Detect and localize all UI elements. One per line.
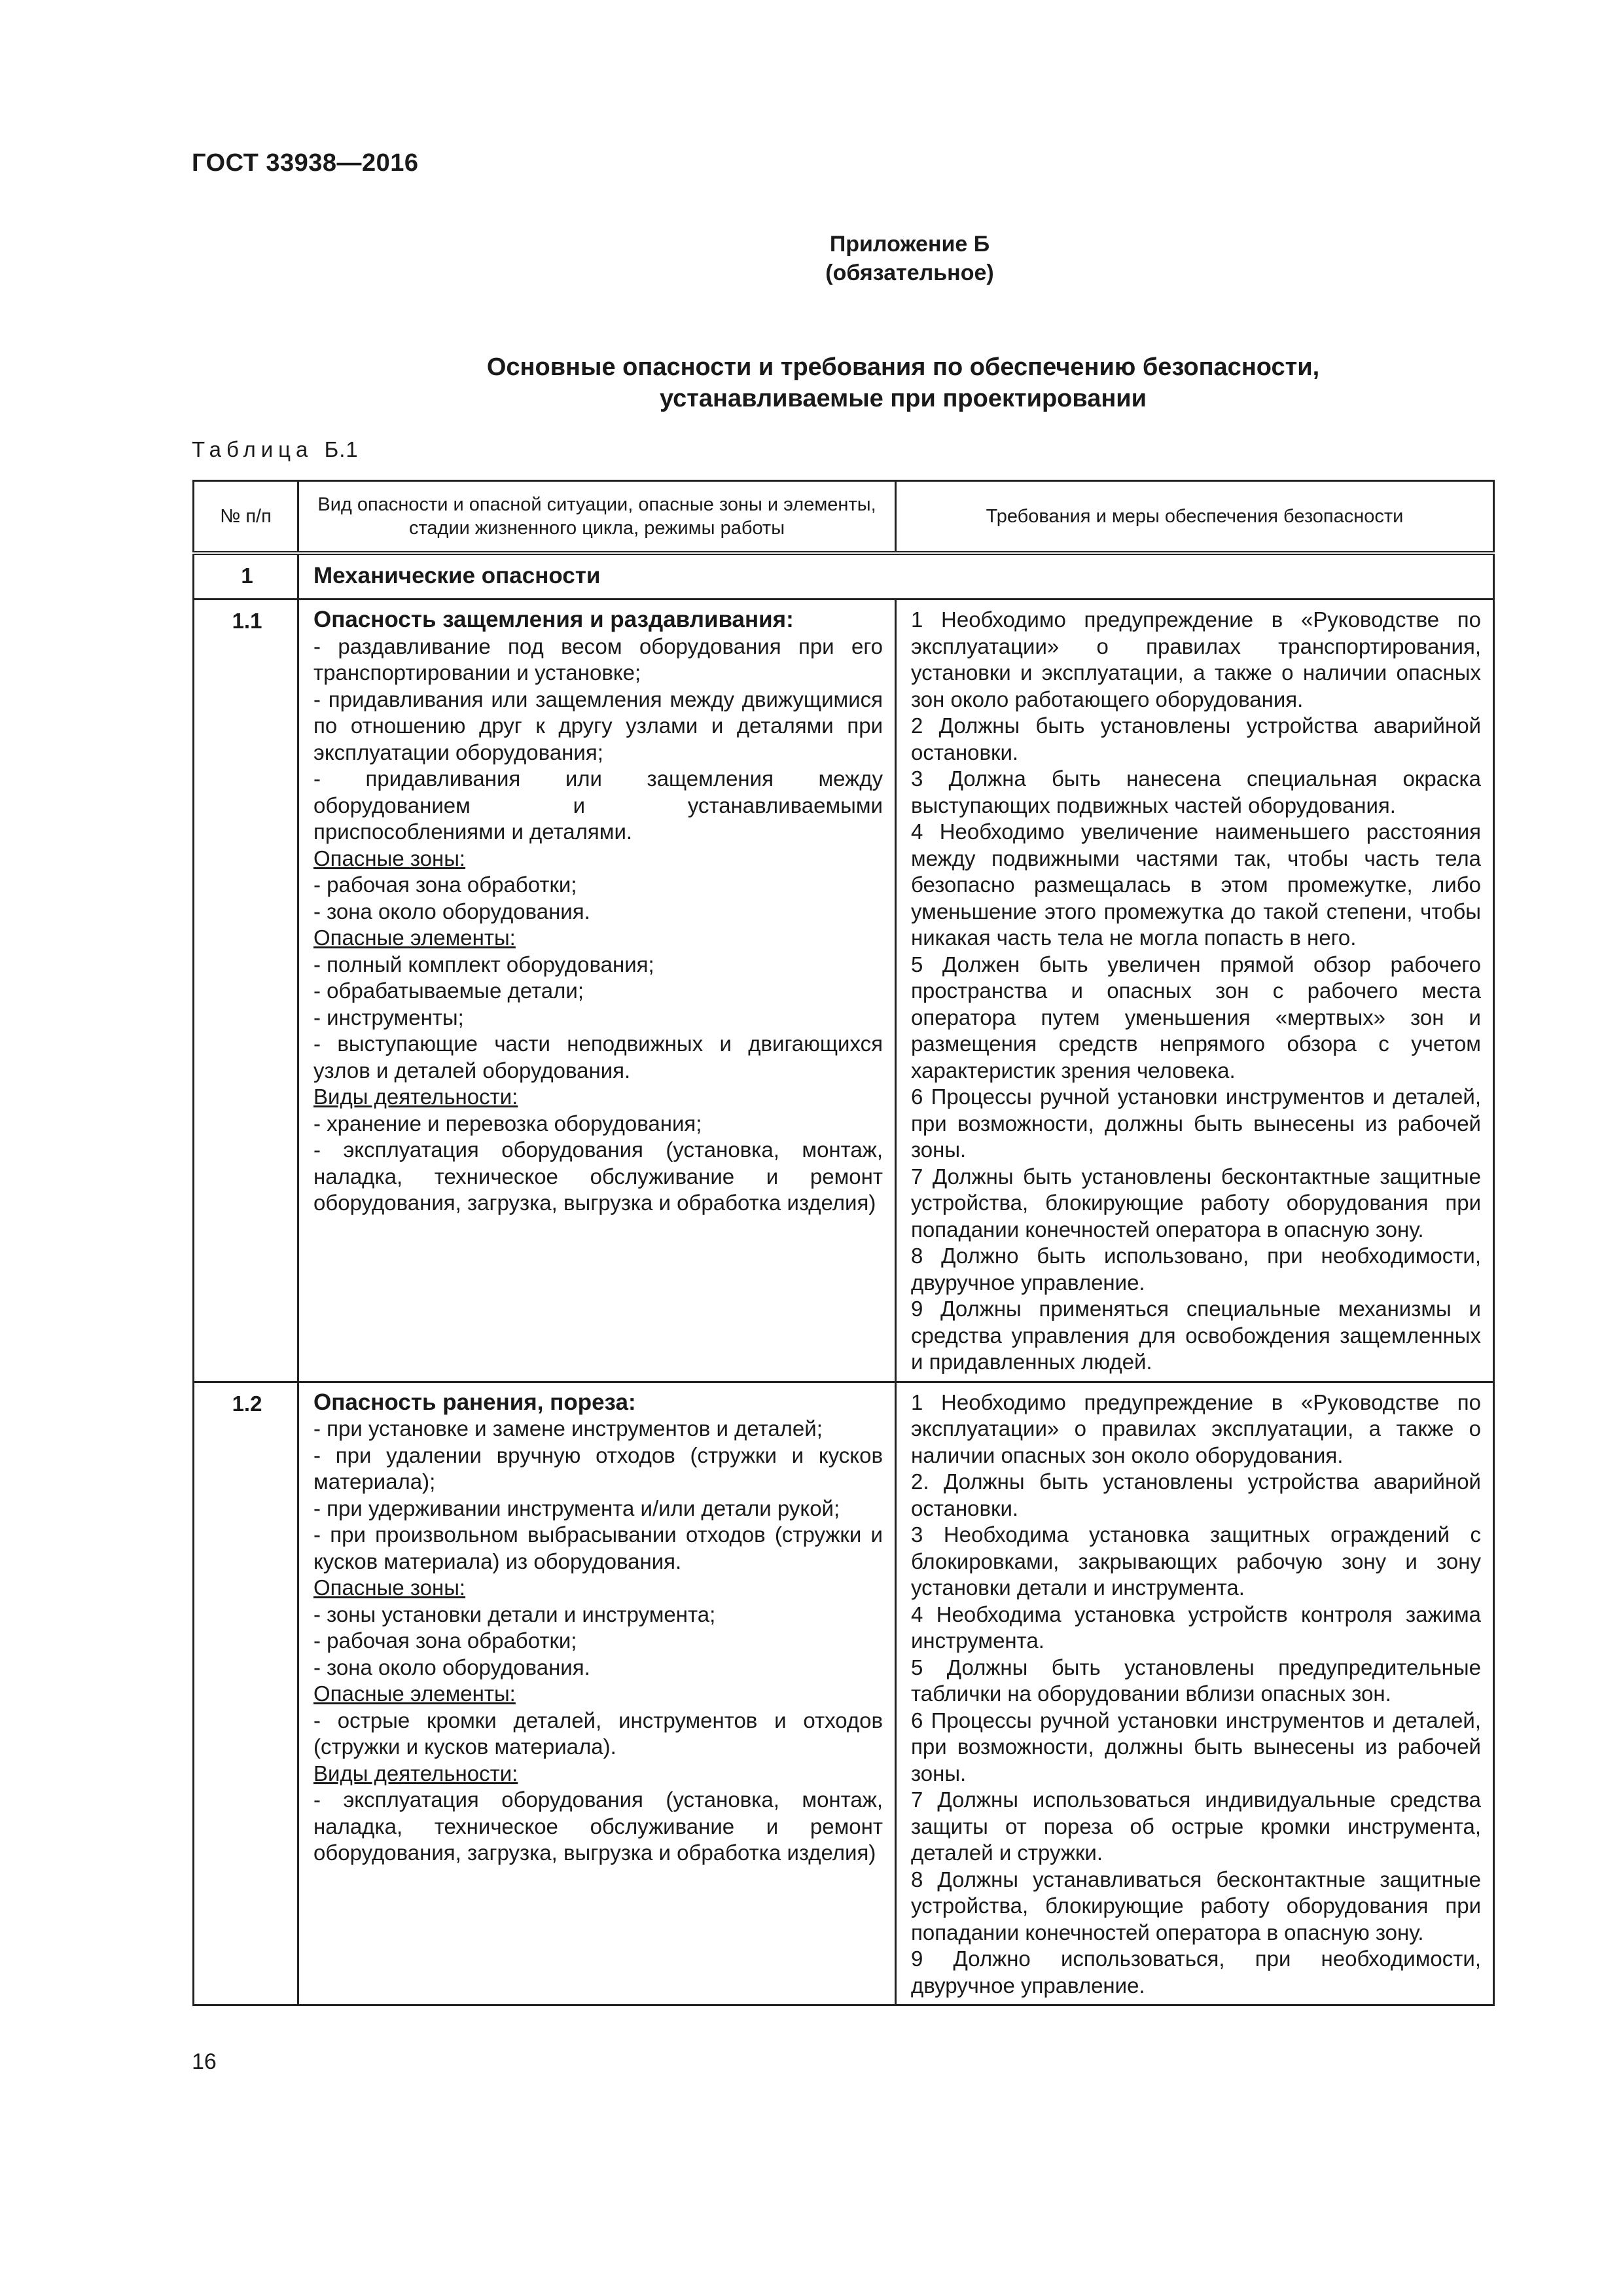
header-requirements: Требования и меры обеспечения безопасности — [896, 481, 1494, 554]
zones-label: Опасные зоны: — [313, 846, 466, 870]
requirement-item: 5 Должен быть увеличен прямой обзор рабочего пространства и опасных зон с рабочего места оператора путем уменьшения «мертвых» зон и размещения средств непрямого обзора с учетом характеристик зрения человека. — [911, 952, 1481, 1083]
hazards-table — [192, 480, 1495, 2006]
activities-label: Виды деятельности: — [313, 1761, 518, 1785]
hazard-cell — [298, 600, 896, 1382]
element-item: - полный комплект оборудования; — [313, 952, 654, 977]
hazard-situation-item: - при установке и замене инструментов и деталей; — [313, 1416, 823, 1441]
elements-label: Опасные элементы: — [313, 925, 516, 950]
hazard-title: Опасность защемления и раздавливания: — [313, 607, 794, 632]
hazard-situation-item: - при удалении вручную отходов (стружки и кусков материала); — [313, 1443, 883, 1494]
section-title-line-2: устанавливаемые при проектировании — [659, 385, 1147, 412]
requirement-item: 2. Должны быть установлены устройства аварийной остановки. — [911, 1469, 1481, 1520]
requirement-item: 9 Должны применяться специальные механизмы и средства управления для освобождения защемленных и придавленных людей. — [911, 1297, 1481, 1374]
requirement-item: 1 Необходимо предупреждение в «Руководстве по эксплуатации» о правилах эксплуатации, а также о наличии опасных зон около оборудования. — [911, 1390, 1481, 1467]
requirement-item: 6 Процессы ручной установки инструментов и деталей, при возможности, должны быть вынесены из рабочей зоны. — [911, 1085, 1481, 1162]
zones-label: Опасные зоны: — [313, 1575, 466, 1600]
hazard-situation-item: - при произвольном выбрасывании отходов (стружки и кусков материала) из оборудования. — [313, 1522, 883, 1573]
requirement-item: 8 Должно быть использовано, при необходимости, двуручное управление. — [911, 1244, 1481, 1295]
zone-item: - рабочая зона обработки; — [313, 1628, 577, 1653]
table-label-word: Таблица — [192, 437, 313, 461]
table-header-row — [194, 481, 1494, 554]
requirement-item: 4 Необходима установка устройств контроля зажима инструмента. — [911, 1602, 1481, 1653]
group-title: Механические опасности — [298, 553, 1494, 600]
row-num: 1.2 — [194, 1382, 298, 2005]
requirement-item: 3 Необходима установка защитных ограждений с блокировками, закрывающих рабочую зону и зону установки детали и инструмента. — [911, 1522, 1481, 1600]
table-row — [194, 600, 1494, 1382]
hazard-cell — [298, 1382, 896, 2005]
activities-label: Виды деятельности: — [313, 1085, 518, 1109]
section-title-line-1: Основные опасности и требования по обеспечению безопасности, — [486, 353, 1320, 381]
element-item: - выступающие части неподвижных и двигающихся узлов и деталей оборудования. — [313, 1031, 883, 1083]
element-item: - острые кромки деталей, инструментов и отходов (стружки и кусков материала). — [313, 1708, 883, 1759]
document-code: ГОСТ 33938—2016 — [192, 149, 419, 177]
zone-item: - зона около оборудования. — [313, 1655, 590, 1679]
zone-item: - зона около оборудования. — [313, 899, 590, 924]
requirement-item: 6 Процессы ручной установки инструментов и деталей, при возможности, должны быть вынесены из рабочей зоны. — [911, 1708, 1481, 1785]
element-item: - инструменты; — [313, 1005, 464, 1030]
table-label — [192, 437, 359, 462]
requirements-cell — [896, 600, 1494, 1382]
header-num: № п/п — [194, 481, 298, 554]
requirement-item: 5 Должны быть установлены предупредительные таблички на оборудовании вблизи опасных зон. — [911, 1655, 1481, 1706]
requirement-item: 2 Должны быть установлены устройства аварийной остановки. — [911, 713, 1481, 764]
group-row — [194, 553, 1494, 600]
requirement-item: 7 Должны быть установлены бесконтактные защитные устройства, блокирующие работу оборудования при попадании конечностей оператора в опасную зону. — [911, 1164, 1481, 1242]
requirement-item: 1 Необходимо предупреждение в «Руководстве по эксплуатации» о правилах транспортирования, установки и эксплуатации, а также о наличии опасных зон около работающего оборудования. — [911, 607, 1481, 711]
hazard-situation-item: - придавливания или защемления между движущимися по отношению друг к другу узлами и деталями при эксплуатации оборудования; — [313, 687, 883, 764]
hazard-situation-item: - раздавливание под весом оборудования при его транспортировании и установке; — [313, 634, 883, 685]
annex-status: (обязательное) — [825, 260, 994, 285]
elements-label: Опасные элементы: — [313, 1681, 516, 1706]
requirement-item: 3 Должна быть нанесена специальная окраска выступающих подвижных частей оборудования. — [911, 766, 1481, 817]
requirement-item: 9 Должно использоваться, при необходимости, двуручное управление. — [911, 1946, 1481, 1998]
requirement-item: 8 Должны устанавливаться бесконтактные защитные устройства, блокирующие работу оборудования при попадании конечностей оператора в опасную зону. — [911, 1867, 1481, 1945]
row-num: 1.1 — [194, 600, 298, 1382]
requirements-cell — [896, 1382, 1494, 2005]
annex-title: Приложение Б — [829, 232, 990, 257]
table-row — [194, 1382, 1494, 2005]
zone-item: - рабочая зона обработки; — [313, 872, 577, 897]
page-number: 16 — [192, 2049, 217, 2074]
header-hazard: Вид опасности и опасной ситуации, опасные зоны и элементы, стадии жизненного цикла, режимы работы — [298, 481, 896, 554]
hazard-situation-item: - придавливания или защемления между оборудованием и устанавливаемыми приспособлениями и деталями. — [313, 766, 883, 844]
table-label-number: Б.1 — [324, 437, 359, 461]
group-num: 1 — [194, 553, 298, 600]
requirement-item: 7 Должны использоваться индивидуальные средства защиты от пореза об острые кромки инструмента, деталей и стружки. — [911, 1787, 1481, 1865]
activity-item: - эксплуатация оборудования (установка, монтаж, наладка, техническое обслуживание и ремонт оборудования, загрузка, выгрузка и обработка изделия) — [313, 1787, 883, 1865]
activity-item: - хранение и перевозка оборудования; — [313, 1111, 702, 1136]
activity-item: - эксплуатация оборудования (установка, монтаж, наладка, техническое обслуживание и ремонт оборудования, загрузка, выгрузка и обработка изделия) — [313, 1138, 883, 1215]
requirement-item: 4 Необходимо увеличение наименьшего расстояния между подвижными частями так, чтобы часть тела безопасно размещалась в этом промежутке, либо уменьшение этого промежутка до такой степени, чтобы никакая часть тела не могла попасть в него. — [911, 819, 1481, 950]
hazard-situation-item: - при удерживании инструмента и/или детали рукой; — [313, 1496, 840, 1520]
element-item: - обрабатываемые детали; — [313, 978, 584, 1003]
hazard-title: Опасность ранения, пореза: — [313, 1389, 636, 1415]
zone-item: - зоны установки детали и инструмента; — [313, 1602, 716, 1626]
